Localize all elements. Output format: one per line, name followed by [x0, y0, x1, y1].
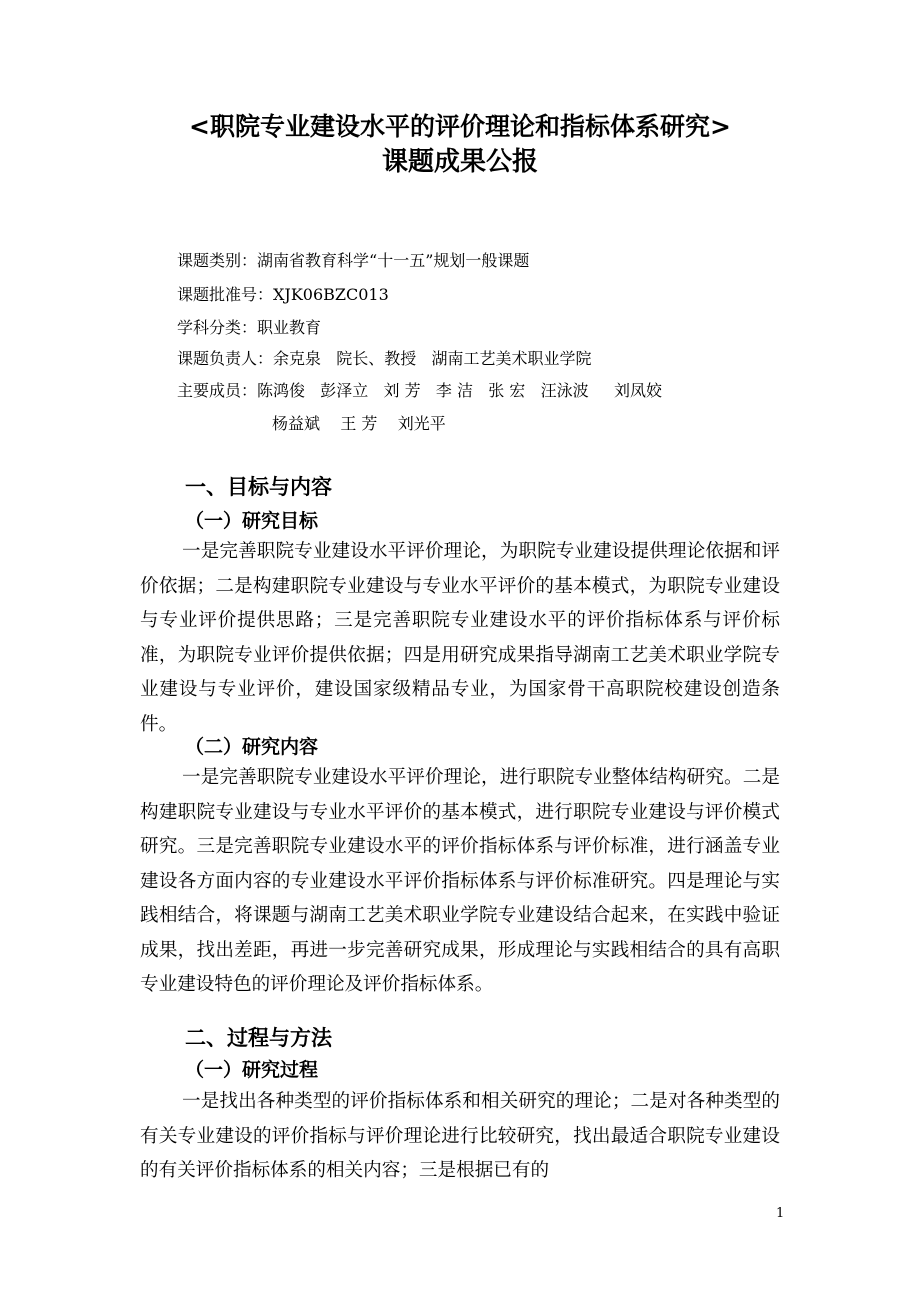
meta-label: 课题类别：	[177, 251, 258, 270]
document-subtitle: 课题成果公报	[381, 147, 538, 177]
section-heading-process: 二、过程与方法	[185, 1026, 332, 1050]
subsection-heading-research-process: （一）研究过程	[185, 1059, 319, 1081]
meta-members-continued: 杨益斌 王 芳 刘光平	[272, 414, 446, 433]
meta-label: 学科分类：	[177, 318, 258, 337]
subsection-heading-content: （二）研究内容	[185, 736, 319, 758]
meta-leader	[177, 347, 592, 371]
section-heading-goals: 一、目标与内容	[185, 475, 332, 499]
meta-label: 主要成员：	[177, 381, 258, 400]
meta-value: 余克泉 院长、教授 湖南工艺美术职业学院	[273, 349, 592, 368]
subsection-heading-objectives: （一）研究目标	[185, 510, 319, 532]
page-number: 1	[776, 1206, 785, 1221]
meta-approval-number	[177, 283, 389, 307]
meta-value: 湖南省教育科学“十一五”规划一般课题	[257, 251, 530, 270]
meta-value: XJK06BZC013	[273, 285, 389, 304]
meta-members	[177, 379, 662, 403]
meta-value: 陈鸿俊 彭泽立 刘 芳 李 洁 张 宏 汪泳波 刘凤姣	[257, 381, 662, 400]
meta-label: 课题批准号：	[177, 285, 274, 304]
meta-subject	[177, 316, 321, 340]
paragraph-research-process: 一是找出各种类型的评价指标体系和相关研究的理论；二是对各种类型的有关专业建设的评价指标与评价理论进行比较研究，找出最适合职院专业建设的有关评价指标体系的相关内容；三是根据已有的	[140, 1091, 780, 1181]
meta-label: 课题负责人：	[177, 349, 274, 368]
paragraph-objectives: 一是完善职院专业建设水平评价理论，为职院专业建设提供理论依据和评价依据；二是构建职院专业建设与专业水平评价的基本模式，为职院专业建设与专业评价提供思路；三是完善职院专业建设水平的评价指标体系与评价标准，为职院专业评价提供依据；四是用研究成果指导湖南工艺美术职业学院专业建设与专业评价，建设国家级精品专业，为国家骨干高职院校建设创造条件。	[140, 541, 780, 735]
meta-value: 职业教育	[257, 318, 322, 337]
document-title: <职院专业建设水平的评价理论和指标体系研究>	[189, 112, 731, 141]
paragraph-content: 一是完善职院专业建设水平评价理论，进行职院专业整体结构研究。二是构建职院专业建设与专业水平评价的基本模式，进行职院专业建设与评价模式研究。三是完善职院专业建设水平的评价指标体系与评价标准，进行涵盖专业建设各方面内容的专业建设水平评价指标体系与评价标准研究。四是理论与实践相结合，将课题与湖南工艺美术职业学院专业建设结合起来，在实践中验证成果，找出差距，再进一步完善研究成果，形成理论与实践相结合的具有高职专业建设特色的评价理论及评价指标体系。	[140, 767, 780, 995]
meta-category	[177, 249, 529, 273]
